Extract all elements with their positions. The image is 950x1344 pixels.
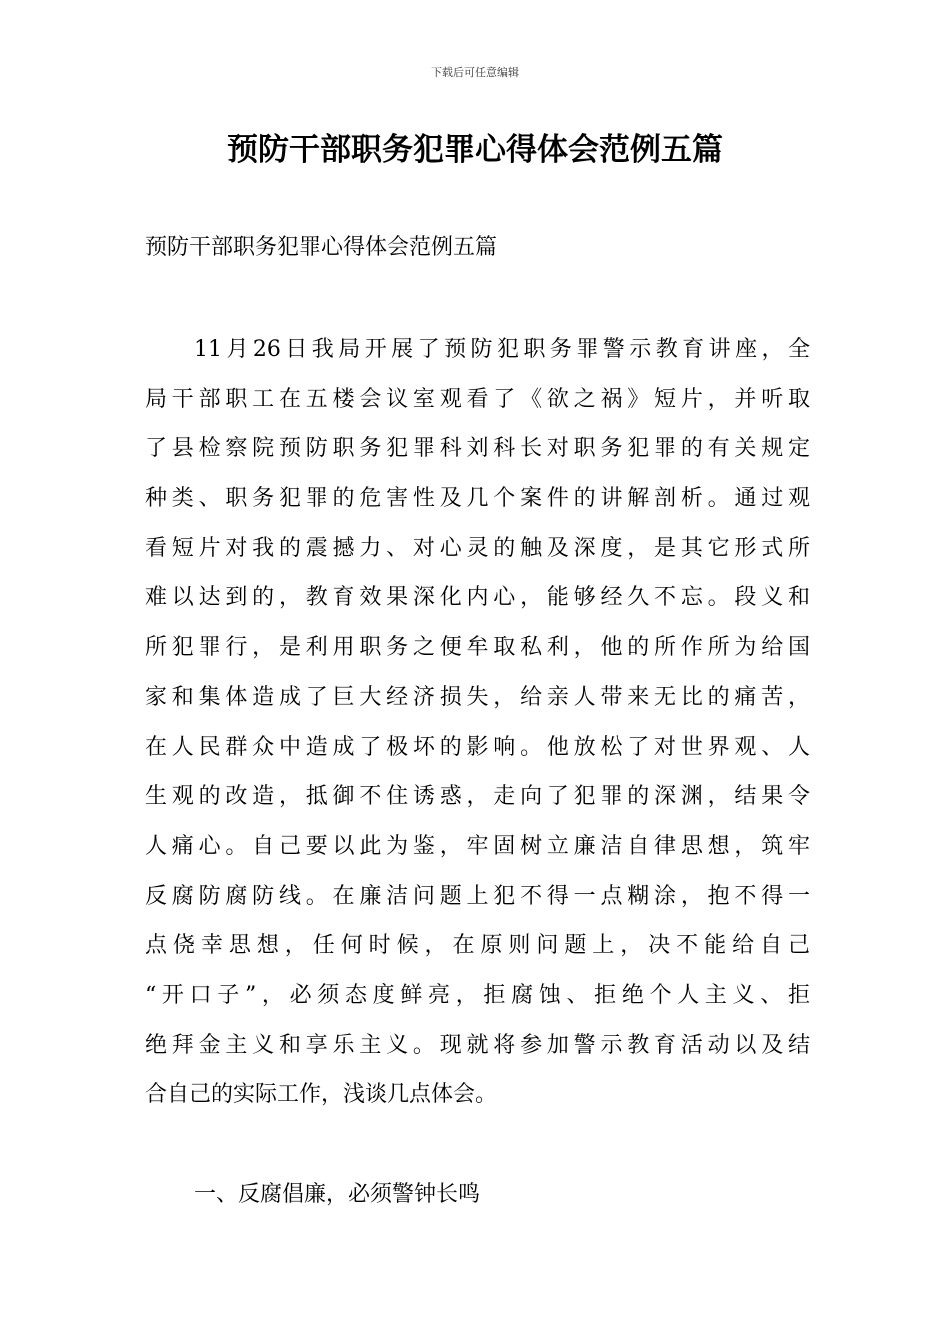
header-note: 下载后可任意编辑	[431, 66, 519, 79]
paragraph-line: 局干部职工在五楼会议室观看了《欲之祸》短片，并听取	[145, 386, 810, 412]
section-heading: 一、反腐倡廉，必须警钟长鸣	[194, 1182, 481, 1207]
paragraph-line: 绝拜金主义和享乐主义。现就将参加警示教育活动以及结	[145, 1032, 810, 1058]
paragraph-line: 种类、职务犯罪的危害性及几个案件的讲解剖析。通过观	[145, 486, 810, 512]
paragraph-line: 反腐防腐防线。在廉洁问题上犯不得一点糊涂，抱不得一	[145, 883, 810, 909]
paragraph-line: 看短片对我的震撼力、对心灵的触及深度，是其它形式所	[145, 535, 810, 561]
paragraph-line: 点侥幸思想，任何时候，在原则问题上，决不能给自己	[145, 933, 810, 959]
paragraph-line: 了县检察院预防职务犯罪科刘科长对职务犯罪的有关规定	[145, 436, 810, 462]
paragraph-line: 难以达到的，教育效果深化内心，能够经久不忘。段义和	[145, 585, 810, 611]
paragraph-line: “开口子”，必须态度鲜亮，拒腐蚀、拒绝个人主义、拒	[145, 982, 810, 1008]
paragraph-line: 生观的改造，抵御不住诱惑，走向了犯罪的深渊，结果令	[145, 784, 810, 810]
subtitle: 预防干部职务犯罪心得体会范例五篇	[145, 235, 498, 260]
paragraph-line: 11月26日我局开展了预防犯职务罪警示教育讲座，全	[194, 337, 810, 362]
paragraph-line: 在人民群众中造成了极坏的影响。他放松了对世界观、人	[145, 734, 810, 760]
paragraph-line: 家和集体造成了巨大经济损失，给亲人带来无比的痛苦，	[145, 684, 810, 710]
paragraph-line: 人痛心。自己要以此为鉴，牢固树立廉洁自律思想，筑牢	[145, 833, 810, 859]
paragraph-line: 所犯罪行，是利用职务之便牟取私利，他的所作所为给国	[145, 635, 810, 661]
page-title: 预防干部职务犯罪心得体会范例五篇	[227, 132, 723, 168]
paragraph-line: 合自己的实际工作，浅谈几点体会。	[145, 1082, 498, 1108]
body-paragraph	[145, 330, 810, 1125]
